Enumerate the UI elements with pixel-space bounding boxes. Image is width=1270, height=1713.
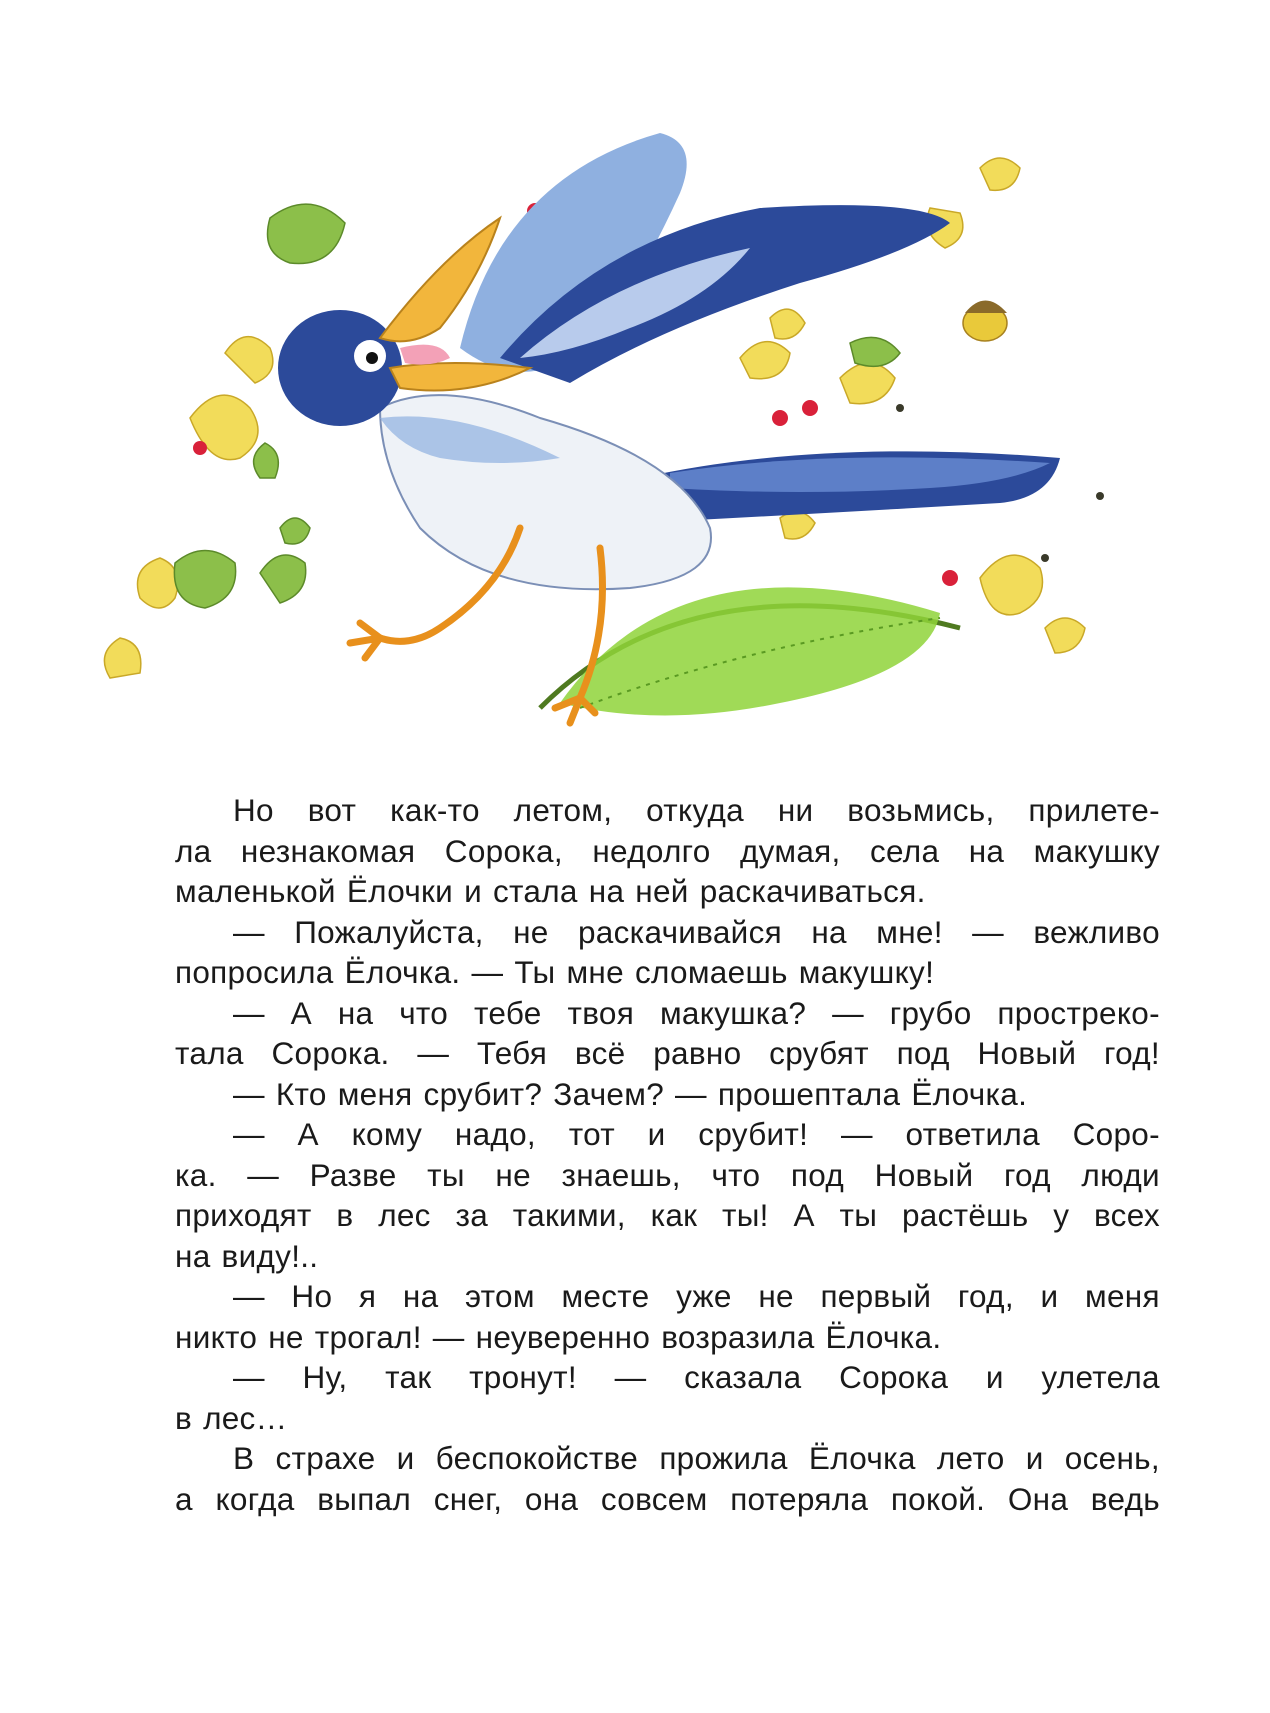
word: села (869, 832, 940, 869)
word: грубо (889, 994, 972, 1031)
word: Ёлочка (808, 1440, 916, 1476)
word: Тебя (476, 1035, 548, 1071)
word: на (811, 913, 847, 950)
word: и (1025, 1440, 1044, 1476)
word: Сорока. (271, 1035, 390, 1071)
word: на (337, 994, 374, 1031)
word: мне (566, 954, 624, 990)
word: и (396, 1440, 415, 1476)
text-line (175, 831, 1160, 872)
text-line (175, 1276, 1160, 1317)
word: Ты (514, 954, 556, 990)
word: у (1053, 1197, 1070, 1233)
word: надо, (454, 1116, 536, 1152)
word: люди (1081, 1156, 1160, 1193)
word: ка. (175, 1156, 217, 1193)
word: и (985, 1359, 1004, 1395)
text-line (175, 1033, 1160, 1074)
word: попросила (175, 954, 334, 990)
word: — (614, 1359, 647, 1395)
text-line (175, 1114, 1160, 1155)
word: ты (839, 1197, 878, 1233)
word: — (233, 994, 265, 1031)
word: Но (233, 792, 274, 828)
word: — (417, 1035, 450, 1071)
word: виду!.. (221, 1237, 319, 1274)
text-line (175, 1155, 1160, 1196)
word: не (513, 913, 549, 950)
word: не (495, 1156, 531, 1193)
word: страхе (275, 1440, 376, 1476)
word: ни (777, 792, 814, 828)
word: знаешь, (561, 1156, 681, 1193)
word: — (233, 1278, 265, 1314)
word: лес… (203, 1399, 288, 1436)
word: ты! (722, 1197, 769, 1233)
word: откуда (646, 792, 744, 828)
magpie-tail (640, 451, 1060, 523)
word: возьмись, (847, 792, 995, 828)
word: на (402, 1278, 439, 1314)
text-line (175, 952, 1160, 993)
word: — (247, 1156, 280, 1193)
word: — (233, 1116, 265, 1152)
word: как-то (390, 792, 480, 828)
word: приходят (175, 1197, 312, 1233)
word: — (832, 994, 864, 1031)
text-line (175, 1074, 1160, 1115)
word: простреко- (997, 994, 1160, 1031)
word: макушку (1033, 832, 1160, 869)
word: что (399, 994, 449, 1031)
word: и (1040, 1278, 1059, 1314)
word: тебе (473, 994, 542, 1031)
acorn-icon (963, 301, 1007, 342)
text-line (175, 1195, 1160, 1236)
story-text (175, 790, 1160, 1519)
word: и (647, 1116, 666, 1152)
word: кому (351, 1116, 423, 1152)
word: снег, (433, 1480, 503, 1517)
word: на (175, 1237, 211, 1274)
word: под (790, 1156, 845, 1193)
word: срубит! (698, 1116, 809, 1152)
word: — (840, 1116, 873, 1152)
word: Кто (275, 1075, 327, 1112)
word: недолго (592, 832, 711, 869)
word: совсем (600, 1480, 708, 1517)
word: вежливо (1033, 913, 1160, 950)
word: — (233, 1075, 265, 1112)
word: лето (936, 1440, 1005, 1476)
word: макушку! (798, 954, 935, 990)
word: равно (653, 1035, 742, 1071)
word: когда (215, 1480, 295, 1517)
word: Пожалуйста, (294, 913, 484, 950)
word: сказала (684, 1359, 802, 1395)
word: меня (337, 1075, 413, 1112)
word: срубит? (423, 1075, 543, 1112)
word: — (675, 1075, 707, 1112)
word: — (233, 913, 265, 950)
word: потеряла (730, 1480, 869, 1517)
magpie-body (380, 395, 711, 589)
word: А (297, 1116, 319, 1152)
word: так (385, 1359, 432, 1395)
word: — (972, 913, 1004, 950)
word: такими, (512, 1197, 626, 1233)
word: всё (574, 1035, 626, 1071)
word: сломаешь (634, 954, 788, 990)
word: летом, (513, 792, 613, 828)
word: год (1003, 1156, 1051, 1193)
word: раскачиваться. (699, 873, 926, 909)
word: первый (820, 1278, 932, 1314)
word: — (471, 954, 504, 990)
word: ты (427, 1156, 465, 1193)
text-line (175, 1438, 1160, 1479)
word: не (758, 1278, 794, 1314)
word: неуверенно (475, 1318, 651, 1355)
word: прошептала (717, 1075, 901, 1112)
word: на (588, 873, 625, 909)
word: — (432, 1318, 465, 1355)
word: месте (561, 1278, 650, 1314)
word: я (358, 1278, 377, 1314)
word: под (896, 1035, 950, 1071)
word: А (290, 994, 312, 1031)
word: на (968, 832, 1005, 869)
word: она (524, 1480, 579, 1517)
word: Она (1007, 1480, 1069, 1517)
word: мне! (876, 913, 943, 950)
word: маленькой (175, 873, 336, 909)
word: раскачивайся (577, 913, 782, 950)
word: стала (492, 873, 578, 909)
word: никто (175, 1318, 258, 1355)
word: беспокойстве (435, 1440, 639, 1476)
text-line (175, 1236, 1160, 1277)
text-line (175, 993, 1160, 1034)
word: выпал (317, 1480, 412, 1517)
word: уже (676, 1278, 732, 1314)
word: Ёлочка. (825, 1318, 942, 1355)
text-line (175, 1479, 1160, 1520)
word: не (268, 1318, 304, 1355)
word: покой. (890, 1480, 986, 1517)
word: думая, (739, 832, 841, 869)
word: за (455, 1197, 489, 1233)
word: Ёлочка. (344, 954, 461, 990)
word: Ну, (302, 1359, 348, 1395)
word: Сорока (839, 1359, 949, 1395)
word: тала (175, 1035, 244, 1071)
word: а (175, 1480, 193, 1517)
word: этом (465, 1278, 535, 1314)
text-line (175, 1398, 1160, 1439)
word: срубят (769, 1035, 869, 1071)
word: растёшь (901, 1197, 1029, 1233)
word: возразила (661, 1318, 815, 1355)
word: Зачем? (553, 1075, 665, 1112)
word: ведь (1090, 1480, 1160, 1517)
word: меня (1085, 1278, 1160, 1314)
word: прожила (659, 1440, 788, 1476)
word: трогал! (314, 1318, 422, 1355)
word: Новый (874, 1156, 974, 1193)
word: — (233, 1359, 265, 1395)
word: Разве (309, 1156, 397, 1193)
word: как (650, 1197, 698, 1233)
word: улетела (1041, 1359, 1160, 1395)
word: макушка? (659, 994, 807, 1031)
word: ней (635, 873, 689, 909)
magpie-illustration (80, 118, 1220, 768)
word: осень, (1064, 1440, 1160, 1476)
word: что (711, 1156, 761, 1193)
word: в (336, 1197, 354, 1233)
word: и (464, 873, 482, 909)
word: незнакомая (240, 832, 416, 869)
text-line (175, 1317, 1160, 1358)
word: вот (307, 792, 357, 828)
word: в (175, 1399, 193, 1436)
word: Соро- (1072, 1116, 1160, 1152)
text-line (175, 790, 1160, 831)
word: ла (175, 832, 212, 869)
text-line (175, 871, 1160, 912)
text-line (175, 912, 1160, 953)
word: тот (568, 1116, 615, 1152)
text-line (175, 1357, 1160, 1398)
word: лес (378, 1197, 431, 1233)
word: А (793, 1197, 815, 1233)
word: Ёлочка. (911, 1075, 1028, 1112)
word: прилете- (1028, 792, 1160, 828)
word: Сорока, (444, 832, 563, 869)
word: год! (1104, 1035, 1160, 1071)
word: В (233, 1440, 255, 1476)
word: всех (1094, 1197, 1160, 1233)
word: Ёлочки (346, 873, 454, 909)
word: год, (957, 1278, 1014, 1314)
word: Но (291, 1278, 333, 1314)
word: тронут! (469, 1359, 577, 1395)
word: твоя (567, 994, 635, 1031)
word: Новый (977, 1035, 1077, 1071)
word: ответила (905, 1116, 1040, 1152)
